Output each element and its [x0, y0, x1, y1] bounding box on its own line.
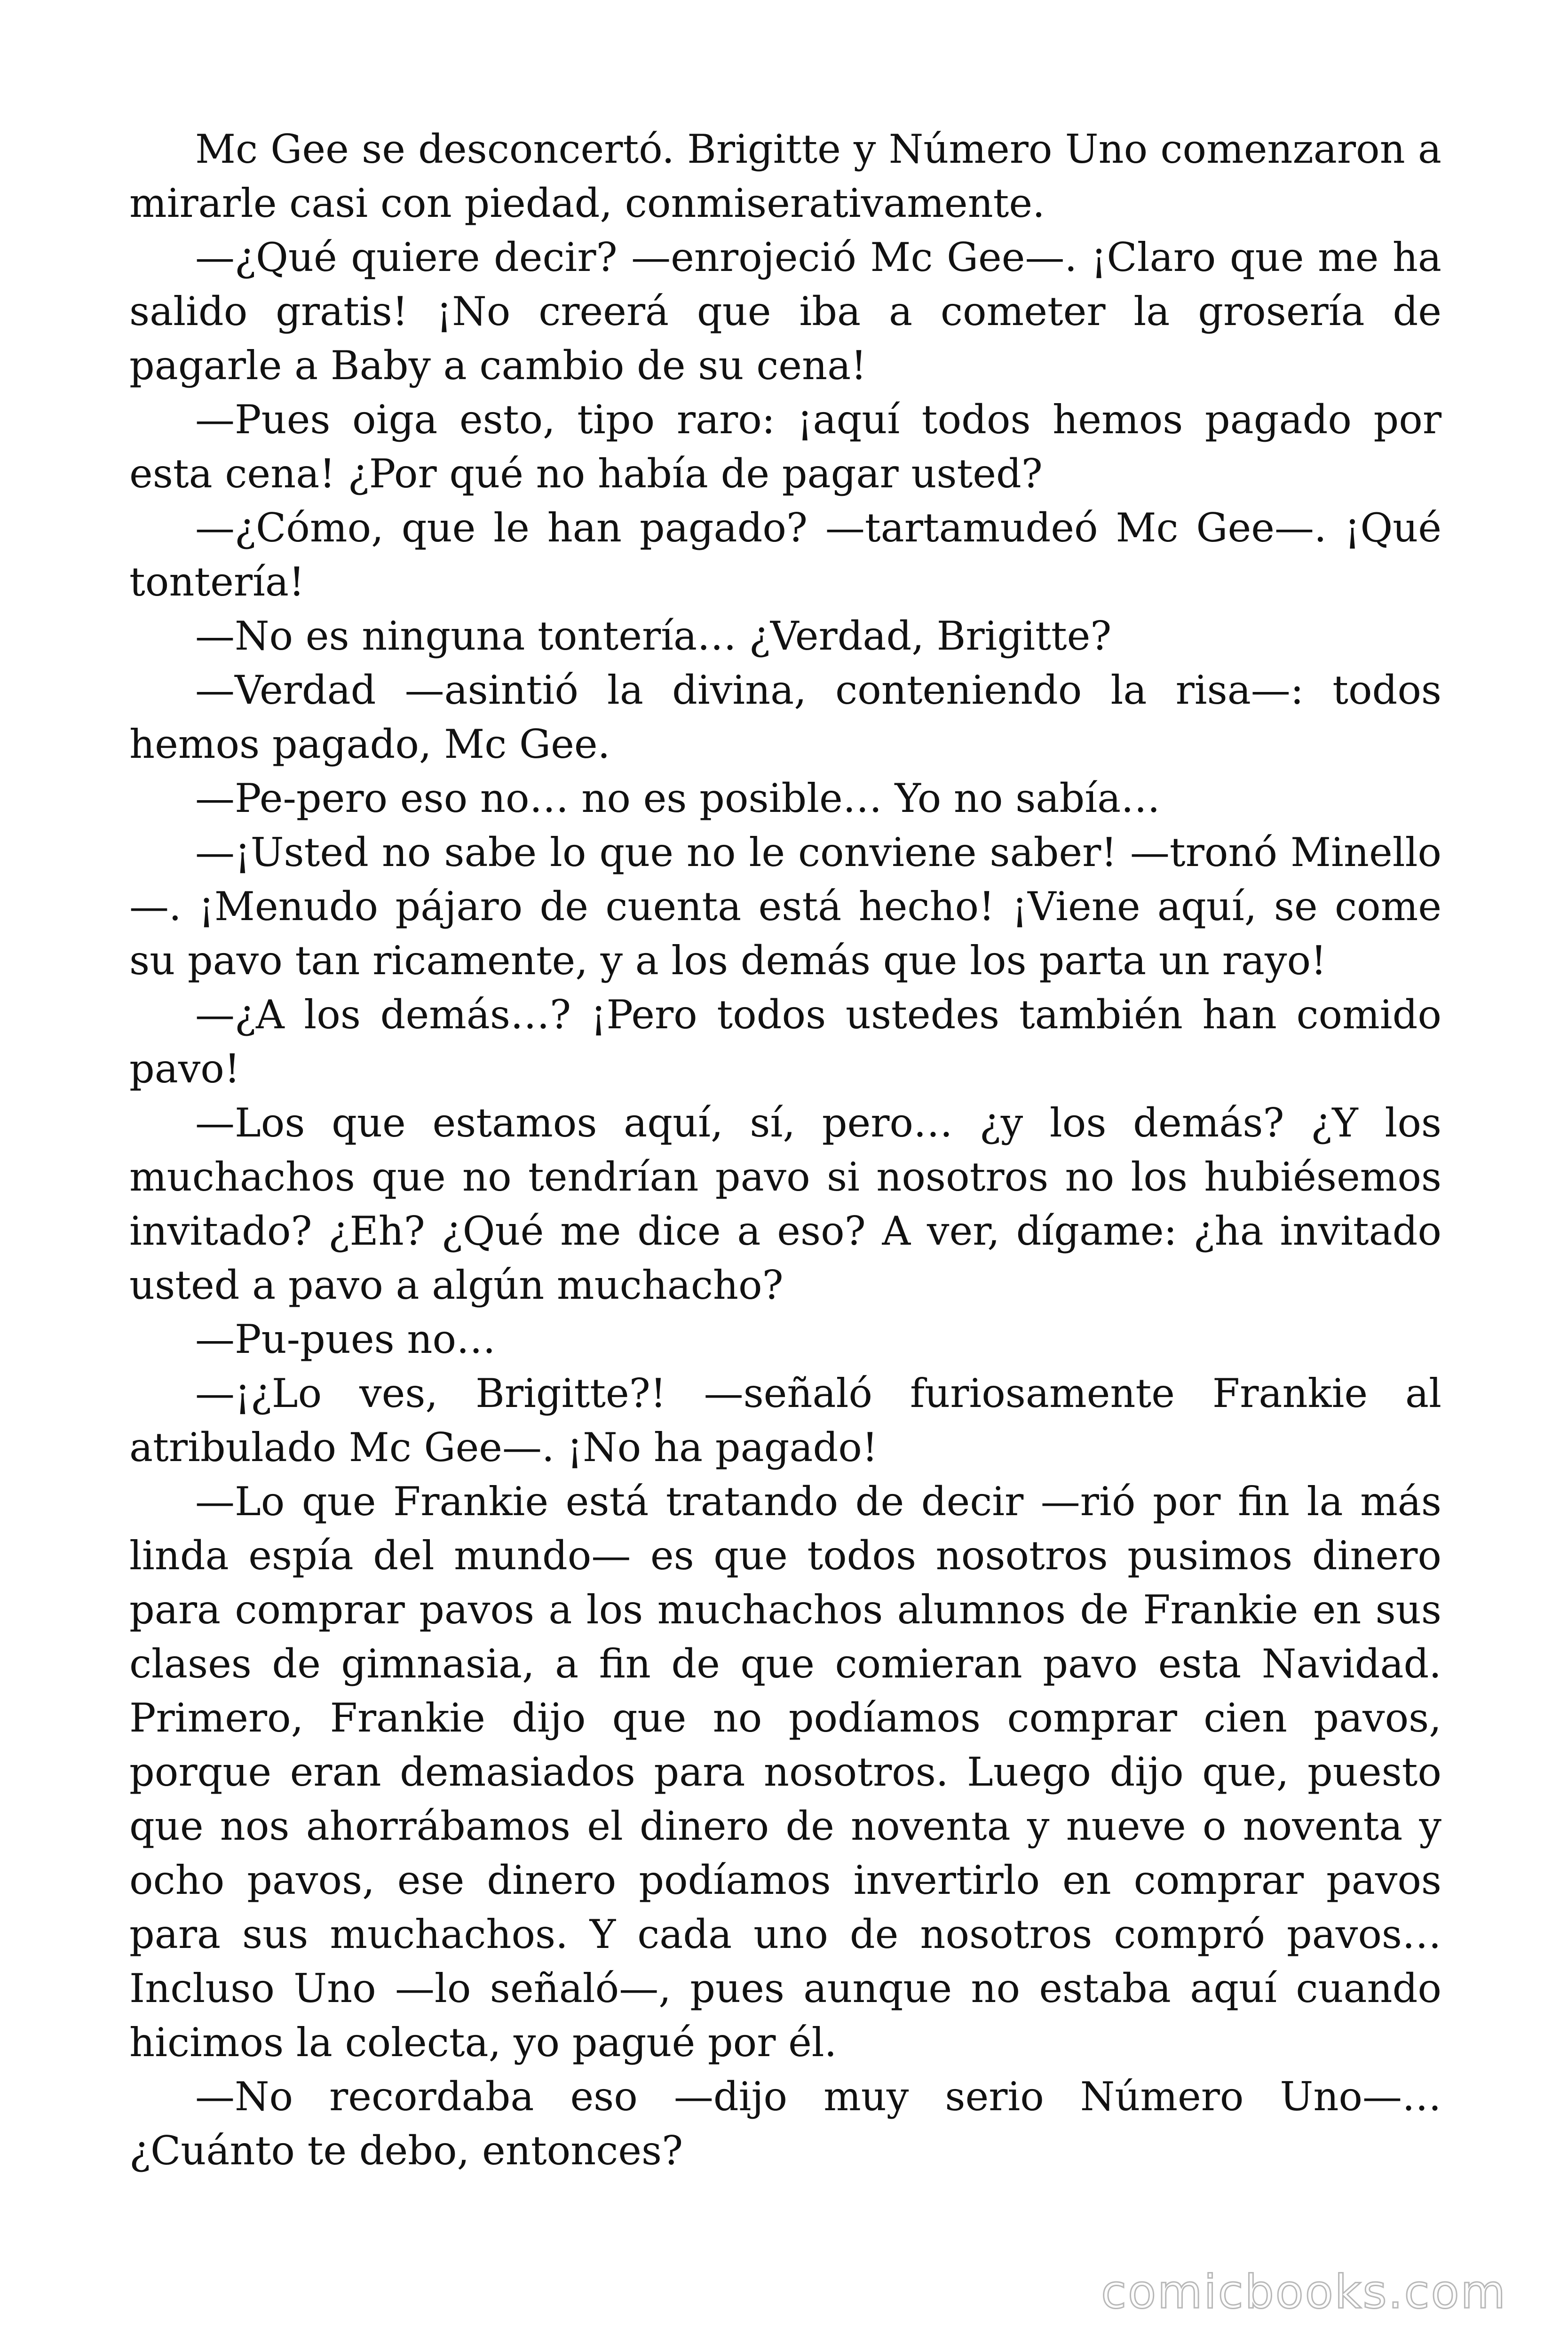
paragraph: —Pues oiga esto, tipo raro: ¡aquí todos hemos pagado por esta cena! ¿Por qué no había de pagar usted? [129, 397, 1441, 497]
paragraph: —No recordaba eso —dijo muy serio Número Uno—… ¿Cuánto te debo, entonces? [129, 2074, 1441, 2174]
paragraph: —No es ninguna tontería… ¿Verdad, Brigitte? [195, 613, 1112, 659]
paragraph: —Pe-pero eso no… no es posible… Yo no sabía… [195, 775, 1161, 821]
paragraph: —¡Usted no sabe lo que no le conviene saber! —tronó Minello—. ¡Menudo pájaro de cuenta está hecho! ¡Viene aquí, se come su pavo tan ricamente, y a los demás que los parta un rayo! [129, 829, 1441, 984]
paragraph: —¿Cómo, que le han pagado? —tartamudeó Mc Gee—. ¡Qué tontería! [129, 505, 1441, 605]
paragraph: —Pu-pues no… [195, 1316, 496, 1362]
paragraph: Mc Gee se desconcertó. Brigitte y Número Uno comenzaron a mirarle casi con piedad, conmiserativamente. [129, 126, 1441, 226]
paragraph: —Verdad —asintió la divina, conteniendo la risa—: todos hemos pagado, Mc Gee. [129, 667, 1441, 767]
paragraph: —¡¿Lo ves, Brigitte?! —señaló furiosamente Frankie al atribulado Mc Gee—. ¡No ha pagado! [129, 1370, 1441, 1470]
paragraph: —Los que estamos aquí, sí, pero… ¿y los demás? ¿Y los muchachos que no tendrían pavo si nosotros no los hubiésemos invitado? ¿Eh? ¿Qué me dice a eso? A ver, dígame: ¿ha invitado usted a pavo a algún muchacho? [129, 1100, 1441, 1308]
paragraph: —¿A los demás…? ¡Pero todos ustedes también han comido pavo! [129, 992, 1441, 1092]
watermark: comicbooks.com [1101, 2265, 1507, 2319]
paragraph: —¿Qué quiere decir? —enrojeció Mc Gee—. ¡Claro que me ha salido gratis! ¡No creerá que iba a cometer la grosería de pagarle a Baby a cambio de su cena! [129, 234, 1441, 389]
paragraph: —Lo que Frankie está tratando de decir —rió por fin la más linda espía del mundo— es que todos nosotros pusimos dinero para comprar pavos a los muchachos alumnos de Frankie en sus clases de gimnasia, a fin de que comieran pavo esta Navidad. Primero, Frankie dijo que no podíamos comprar cien pavos, porque eran demasiados para nosotros. Luego dijo que, puesto que nos ahorrábamos el dinero de noventa y nueve o noventa y ocho pavos, ese dinero podíamos invertirlo en comprar pavos para sus muchachos. Y cada uno de nosotros compró pavos… Incluso Uno —lo señaló—, pues aunque no estaba aquí cuando hicimos la colecta, yo pagué por él. [129, 1478, 1441, 2066]
page-text [129, 122, 1441, 2178]
